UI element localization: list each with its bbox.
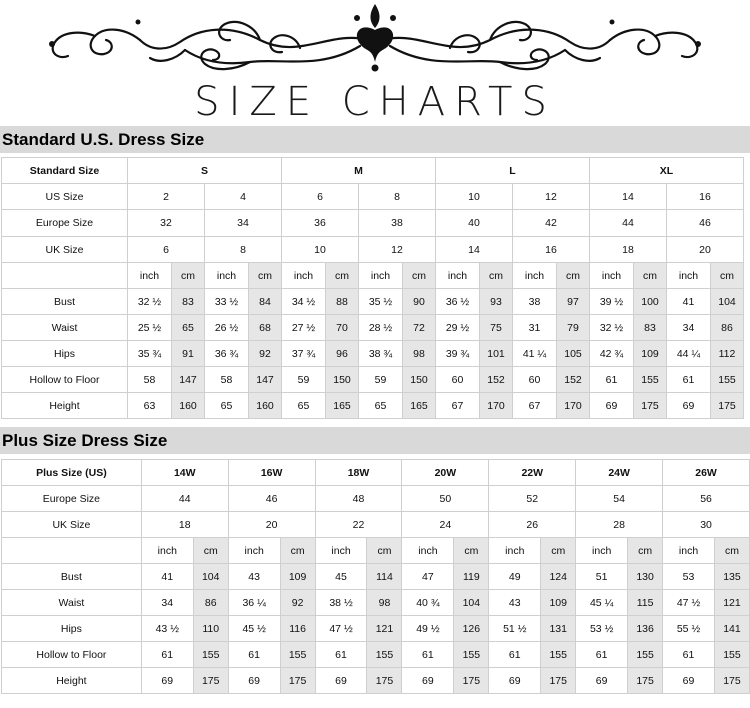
table-cell: 55 ½: [663, 616, 715, 642]
table-cell: 41: [667, 289, 711, 315]
unit-inch-label: inch: [282, 263, 326, 289]
table-cell: 61: [228, 642, 280, 668]
table-cell: 46: [667, 210, 744, 237]
table-row: [2, 668, 750, 694]
unit-cm-label: cm: [714, 538, 749, 564]
table-cell: 38 ¾: [359, 341, 403, 367]
plus-size-label: 26W: [663, 460, 750, 486]
row-label: Waist: [2, 590, 142, 616]
table-cell: 39 ¾: [436, 341, 480, 367]
table-cell: 69: [663, 668, 715, 694]
unit-inch-label: inch: [359, 263, 403, 289]
table-cell: 93: [480, 289, 513, 315]
table-cell: 59: [282, 367, 326, 393]
row-label: Hollow to Floor: [2, 367, 128, 393]
table-cell: 43: [228, 564, 280, 590]
table-cell: 88: [326, 289, 359, 315]
table-cell: 30: [663, 512, 750, 538]
table-cell: 32 ½: [590, 315, 634, 341]
table-cell: 46: [228, 486, 315, 512]
table-cell: 47 ½: [315, 616, 367, 642]
table-cell: 61: [402, 642, 454, 668]
table-cell: 40 ¾: [402, 590, 454, 616]
unit-cm-label: cm: [193, 538, 228, 564]
table-row: [2, 341, 744, 367]
row-label: Hips: [2, 616, 142, 642]
plus-size-label: 20W: [402, 460, 489, 486]
table-cell: 44: [590, 210, 667, 237]
row-label: US Size: [2, 184, 128, 210]
table-cell: 20: [667, 237, 744, 263]
unit-inch-label: inch: [141, 538, 193, 564]
row-label: Height: [2, 668, 142, 694]
table-row: [2, 367, 744, 393]
table-cell: 155: [714, 642, 749, 668]
table-cell: 96: [326, 341, 359, 367]
table-cell: 47: [402, 564, 454, 590]
plus-size-label: 18W: [315, 460, 402, 486]
table-cell: 44 ¼: [667, 341, 711, 367]
table-cell: 175: [541, 668, 576, 694]
table-cell: 35 ½: [359, 289, 403, 315]
table-cell: 83: [172, 289, 205, 315]
size-group-xl: XL: [590, 158, 744, 184]
table-cell: 155: [280, 642, 315, 668]
unit-cm-label: cm: [367, 538, 402, 564]
ornament-flourish: [0, 0, 750, 80]
table-cell: 69: [141, 668, 193, 694]
table-cell: 90: [403, 289, 436, 315]
table-cell: 43: [489, 590, 541, 616]
unit-inch-label: inch: [513, 263, 557, 289]
table-cell: 39 ½: [590, 289, 634, 315]
table-cell: 69: [402, 668, 454, 694]
table-cell: 12: [513, 184, 590, 210]
table-cell: 51 ½: [489, 616, 541, 642]
table-cell: 136: [628, 616, 663, 642]
table-cell: 160: [172, 393, 205, 419]
unit-cm-label: cm: [557, 263, 590, 289]
table-cell: 175: [628, 668, 663, 694]
table-cell: 6: [128, 237, 205, 263]
table-cell: 60: [436, 367, 480, 393]
table-cell: 86: [711, 315, 744, 341]
table-cell: 86: [193, 590, 228, 616]
table-cell: 147: [249, 367, 282, 393]
standard-size-header-label: Standard Size: [2, 158, 128, 184]
table-cell: 45: [315, 564, 367, 590]
table-cell: 48: [315, 486, 402, 512]
table-cell: 92: [249, 341, 282, 367]
table-cell: 69: [489, 668, 541, 694]
table-cell: 115: [628, 590, 663, 616]
table-cell: 54: [576, 486, 663, 512]
unit-header-row: [2, 263, 744, 289]
table-cell: 175: [280, 668, 315, 694]
table-cell: 41 ¼: [513, 341, 557, 367]
table-cell: 36: [282, 210, 359, 237]
unit-cm-label: cm: [454, 538, 489, 564]
table-row: [2, 393, 744, 419]
unit-inch-label: inch: [436, 263, 480, 289]
table-cell: 34: [667, 315, 711, 341]
table-cell: 131: [541, 616, 576, 642]
table-cell: 63: [128, 393, 172, 419]
table-cell: 101: [480, 341, 513, 367]
table-cell: 98: [367, 590, 402, 616]
plus-section-title: Plus Size Dress Size: [0, 427, 750, 454]
table-cell: 175: [634, 393, 667, 419]
table-cell: 116: [280, 616, 315, 642]
table-cell: 61: [576, 642, 628, 668]
table-cell: 97: [557, 289, 590, 315]
table-cell: 33 ½: [205, 289, 249, 315]
table-cell: 14: [436, 237, 513, 263]
table-cell: 92: [280, 590, 315, 616]
unit-inch-label: inch: [315, 538, 367, 564]
unit-cm-label: cm: [403, 263, 436, 289]
table-cell: 36 ¼: [228, 590, 280, 616]
table-cell: 150: [326, 367, 359, 393]
table-cell: 50: [402, 486, 489, 512]
table-cell: 29 ½: [436, 315, 480, 341]
table-cell: 152: [480, 367, 513, 393]
plus-unit-header-row: [2, 538, 750, 564]
table-cell: 141: [714, 616, 749, 642]
europe-size-row: [2, 210, 744, 237]
plus-size-label: 24W: [576, 460, 663, 486]
table-cell: 170: [557, 393, 590, 419]
unit-cm-label: cm: [249, 263, 282, 289]
unit-cm-label: cm: [172, 263, 205, 289]
table-cell: 22: [315, 512, 402, 538]
table-cell: 155: [193, 642, 228, 668]
table-cell: 34: [141, 590, 193, 616]
table-cell: 38: [359, 210, 436, 237]
table-cell: 38: [513, 289, 557, 315]
table-cell: 109: [634, 341, 667, 367]
table-cell: 37 ¾: [282, 341, 326, 367]
table-cell: 165: [403, 393, 436, 419]
standard-size-header-row: [2, 158, 744, 184]
row-label: Hips: [2, 341, 128, 367]
table-cell: 155: [454, 642, 489, 668]
table-cell: 67: [436, 393, 480, 419]
table-cell: 26 ½: [205, 315, 249, 341]
table-cell: 59: [359, 367, 403, 393]
table-cell: 68: [249, 315, 282, 341]
unit-cm-label: cm: [628, 538, 663, 564]
table-cell: 8: [359, 184, 436, 210]
table-cell: 61: [663, 642, 715, 668]
table-cell: 130: [628, 564, 663, 590]
table-cell: 175: [367, 668, 402, 694]
table-cell: 65: [205, 393, 249, 419]
table-cell: 98: [403, 341, 436, 367]
row-label: Height: [2, 393, 128, 419]
row-label: Europe Size: [2, 210, 128, 237]
table-row: [2, 590, 750, 616]
unit-cm-label: cm: [480, 263, 513, 289]
table-cell: 53 ½: [576, 616, 628, 642]
table-cell: 155: [367, 642, 402, 668]
table-cell: 36 ½: [436, 289, 480, 315]
table-cell: 36 ¾: [205, 341, 249, 367]
table-cell: 124: [541, 564, 576, 590]
table-cell: 175: [714, 668, 749, 694]
table-cell: 45 ¼: [576, 590, 628, 616]
table-row: [2, 289, 744, 315]
table-cell: 147: [172, 367, 205, 393]
plus-size-header-label: Plus Size (US): [2, 460, 142, 486]
table-cell: 53: [663, 564, 715, 590]
table-cell: 32 ½: [128, 289, 172, 315]
table-cell: 112: [711, 341, 744, 367]
table-cell: 152: [557, 367, 590, 393]
plus-europe-size-row: [2, 486, 750, 512]
table-cell: 165: [326, 393, 359, 419]
table-cell: 27 ½: [282, 315, 326, 341]
size-group-m: M: [282, 158, 436, 184]
unit-inch-label: inch: [205, 263, 249, 289]
table-cell: 10: [436, 184, 513, 210]
unit-cm-label: cm: [326, 263, 359, 289]
table-cell: 100: [634, 289, 667, 315]
table-cell: 160: [249, 393, 282, 419]
table-cell: 79: [557, 315, 590, 341]
table-cell: 69: [667, 393, 711, 419]
table-cell: 69: [590, 393, 634, 419]
standard-size-table: [1, 157, 744, 419]
table-cell: 155: [711, 367, 744, 393]
plus-uk-size-row: [2, 512, 750, 538]
table-cell: 32: [128, 210, 205, 237]
table-cell: 67: [513, 393, 557, 419]
table-cell: 38 ½: [315, 590, 367, 616]
table-cell: 75: [480, 315, 513, 341]
table-cell: 28: [576, 512, 663, 538]
table-cell: 35 ¾: [128, 341, 172, 367]
table-cell: 61: [667, 367, 711, 393]
table-cell: 4: [205, 184, 282, 210]
table-cell: 24: [402, 512, 489, 538]
table-cell: 126: [454, 616, 489, 642]
table-cell: 43 ½: [141, 616, 193, 642]
plus-size-label: 22W: [489, 460, 576, 486]
table-cell: 42 ¾: [590, 341, 634, 367]
table-cell: 121: [367, 616, 402, 642]
table-cell: 44: [141, 486, 228, 512]
us-size-row: [2, 184, 744, 210]
table-cell: 150: [403, 367, 436, 393]
table-cell: 84: [249, 289, 282, 315]
table-cell: 104: [454, 590, 489, 616]
table-cell: 58: [205, 367, 249, 393]
page-title: SIZE CHARTS: [194, 79, 556, 125]
size-group-l: L: [436, 158, 590, 184]
table-cell: 52: [489, 486, 576, 512]
unit-inch-label: inch: [489, 538, 541, 564]
table-cell: 34: [205, 210, 282, 237]
table-cell: 16: [667, 184, 744, 210]
table-cell: 18: [141, 512, 228, 538]
table-cell: 41: [141, 564, 193, 590]
table-cell: 69: [576, 668, 628, 694]
plus-size-label: 16W: [228, 460, 315, 486]
unit-blank-cell: [2, 538, 142, 564]
unit-inch-label: inch: [228, 538, 280, 564]
table-cell: 110: [193, 616, 228, 642]
standard-section-title: Standard U.S. Dress Size: [0, 126, 750, 153]
unit-cm-label: cm: [711, 263, 744, 289]
table-row: [2, 564, 750, 590]
plus-size-label: 14W: [141, 460, 228, 486]
table-cell: 65: [172, 315, 205, 341]
table-cell: 91: [172, 341, 205, 367]
unit-cm-label: cm: [280, 538, 315, 564]
table-cell: 155: [541, 642, 576, 668]
table-cell: 69: [228, 668, 280, 694]
unit-inch-label: inch: [590, 263, 634, 289]
table-cell: 8: [205, 237, 282, 263]
table-cell: 42: [513, 210, 590, 237]
row-label: Waist: [2, 315, 128, 341]
row-label: UK Size: [2, 512, 142, 538]
table-cell: 104: [193, 564, 228, 590]
table-cell: 61: [315, 642, 367, 668]
table-cell: 10: [282, 237, 359, 263]
unit-inch-label: inch: [402, 538, 454, 564]
size-group-s: S: [128, 158, 282, 184]
table-cell: 49 ½: [402, 616, 454, 642]
table-cell: 56: [663, 486, 750, 512]
plus-size-table: [1, 459, 750, 694]
table-cell: 175: [454, 668, 489, 694]
table-cell: 155: [628, 642, 663, 668]
table-cell: 175: [193, 668, 228, 694]
row-label: Bust: [2, 564, 142, 590]
table-cell: 51: [576, 564, 628, 590]
table-cell: 119: [454, 564, 489, 590]
table-cell: 49: [489, 564, 541, 590]
table-cell: 135: [714, 564, 749, 590]
table-cell: 70: [326, 315, 359, 341]
page-header: [0, 0, 750, 126]
table-cell: 104: [711, 289, 744, 315]
table-cell: 72: [403, 315, 436, 341]
table-cell: 175: [711, 393, 744, 419]
table-cell: 2: [128, 184, 205, 210]
table-cell: 58: [128, 367, 172, 393]
table-cell: 26: [489, 512, 576, 538]
table-cell: 31: [513, 315, 557, 341]
table-row: [2, 642, 750, 668]
table-cell: 65: [359, 393, 403, 419]
table-cell: 61: [489, 642, 541, 668]
table-cell: 34 ½: [282, 289, 326, 315]
table-row: [2, 315, 744, 341]
table-cell: 14: [590, 184, 667, 210]
table-cell: 16: [513, 237, 590, 263]
table-cell: 65: [282, 393, 326, 419]
table-cell: 25 ½: [128, 315, 172, 341]
unit-cm-label: cm: [634, 263, 667, 289]
uk-size-row: [2, 237, 744, 263]
table-cell: 105: [557, 341, 590, 367]
table-cell: 114: [367, 564, 402, 590]
row-label: Hollow to Floor: [2, 642, 142, 668]
table-cell: 155: [634, 367, 667, 393]
table-cell: 60: [513, 367, 557, 393]
table-cell: 18: [590, 237, 667, 263]
unit-inch-label: inch: [663, 538, 715, 564]
plus-size-header-row: [2, 460, 750, 486]
table-cell: 40: [436, 210, 513, 237]
table-cell: 170: [480, 393, 513, 419]
unit-inch-label: inch: [667, 263, 711, 289]
table-cell: 12: [359, 237, 436, 263]
table-cell: 83: [634, 315, 667, 341]
table-cell: 61: [141, 642, 193, 668]
table-cell: 109: [541, 590, 576, 616]
unit-inch-label: inch: [576, 538, 628, 564]
table-cell: 20: [228, 512, 315, 538]
table-cell: 121: [714, 590, 749, 616]
table-cell: 109: [280, 564, 315, 590]
table-cell: 45 ½: [228, 616, 280, 642]
table-cell: 47 ½: [663, 590, 715, 616]
unit-cm-label: cm: [541, 538, 576, 564]
table-cell: 61: [590, 367, 634, 393]
row-label: Bust: [2, 289, 128, 315]
table-cell: 6: [282, 184, 359, 210]
row-label: UK Size: [2, 237, 128, 263]
unit-blank-cell: [2, 263, 128, 289]
unit-inch-label: inch: [128, 263, 172, 289]
table-cell: 28 ½: [359, 315, 403, 341]
table-cell: 69: [315, 668, 367, 694]
row-label: Europe Size: [2, 486, 142, 512]
table-row: [2, 616, 750, 642]
